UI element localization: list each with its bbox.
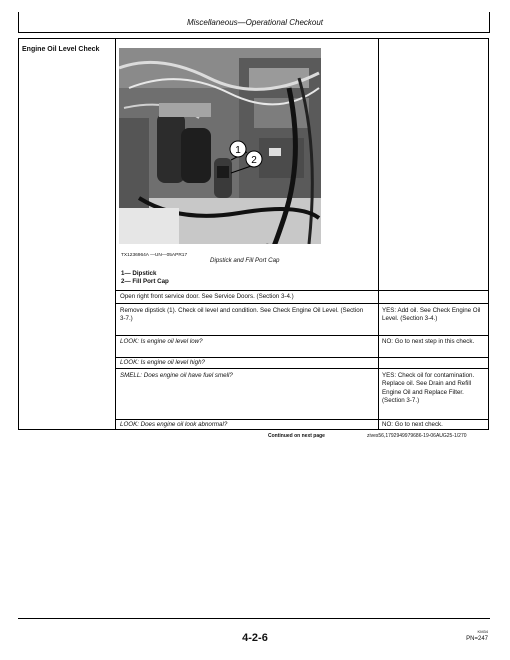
step-text: SMELL: Does engine oil have fuel smell? [120, 372, 233, 379]
row-divider [115, 368, 489, 369]
footer-code: KM34 [477, 629, 488, 634]
section-title: Engine Oil Level Check [22, 46, 100, 53]
legend-item-dipstick: 1— Dipstick [121, 270, 157, 277]
result-text: NO: Go to next check. [382, 421, 443, 428]
row-divider [115, 290, 489, 291]
legend-item-fill-port-cap: 2— Fill Port Cap [121, 278, 169, 285]
figure-caption: Dipstick and Fill Port Cap [210, 257, 280, 264]
header-divider [18, 32, 490, 33]
callout-label-2: 2 [251, 155, 257, 166]
table-column-divider-2 [378, 38, 379, 430]
step-text: Remove dipstick (1). Check oil level and condition. See Check Engine Oil Level. (Section 3-7.) [120, 307, 364, 323]
step-text: LOOK: Is engine oil level low? [120, 338, 203, 345]
figure-id: TX1236964A —UN—05APR17 [121, 253, 188, 258]
table-column-divider-1 [115, 38, 116, 430]
reference-code: zives56,1792949979686-19-06AUG25-1/270 [367, 433, 467, 439]
footer-divider [18, 618, 490, 619]
result-text: NO: Go to next step in this check. [382, 338, 475, 345]
row-divider [115, 335, 489, 336]
step-text: Open right front service door. See Service Doors. (Section 3-4.) [120, 293, 294, 300]
pn-number: PN=247 [466, 636, 488, 642]
page-header-title: Miscellaneous—Operational Checkout [186, 18, 324, 27]
row-divider [115, 419, 489, 420]
row-divider [115, 303, 489, 304]
result-text: YES: Add oil. See Check Engine Oil Level. (Section 3-4.) [382, 307, 481, 323]
engine-illustration [119, 48, 321, 244]
row-divider [115, 357, 489, 358]
callout-label-1: 1 [235, 145, 241, 156]
page-number: 4-2-6 [242, 632, 268, 644]
result-text: YES: Check oil for contamination. Replace oil. See Drain and Refill Engine Oil and Replace Filter. (Section 3-7.) [382, 372, 475, 405]
continued-note: Continued on next page [268, 433, 325, 439]
step-text: LOOK: Does engine oil look abnormal? [120, 421, 228, 428]
step-text: LOOK: Is engine oil level high? [120, 359, 205, 366]
engine-photo [119, 48, 321, 244]
